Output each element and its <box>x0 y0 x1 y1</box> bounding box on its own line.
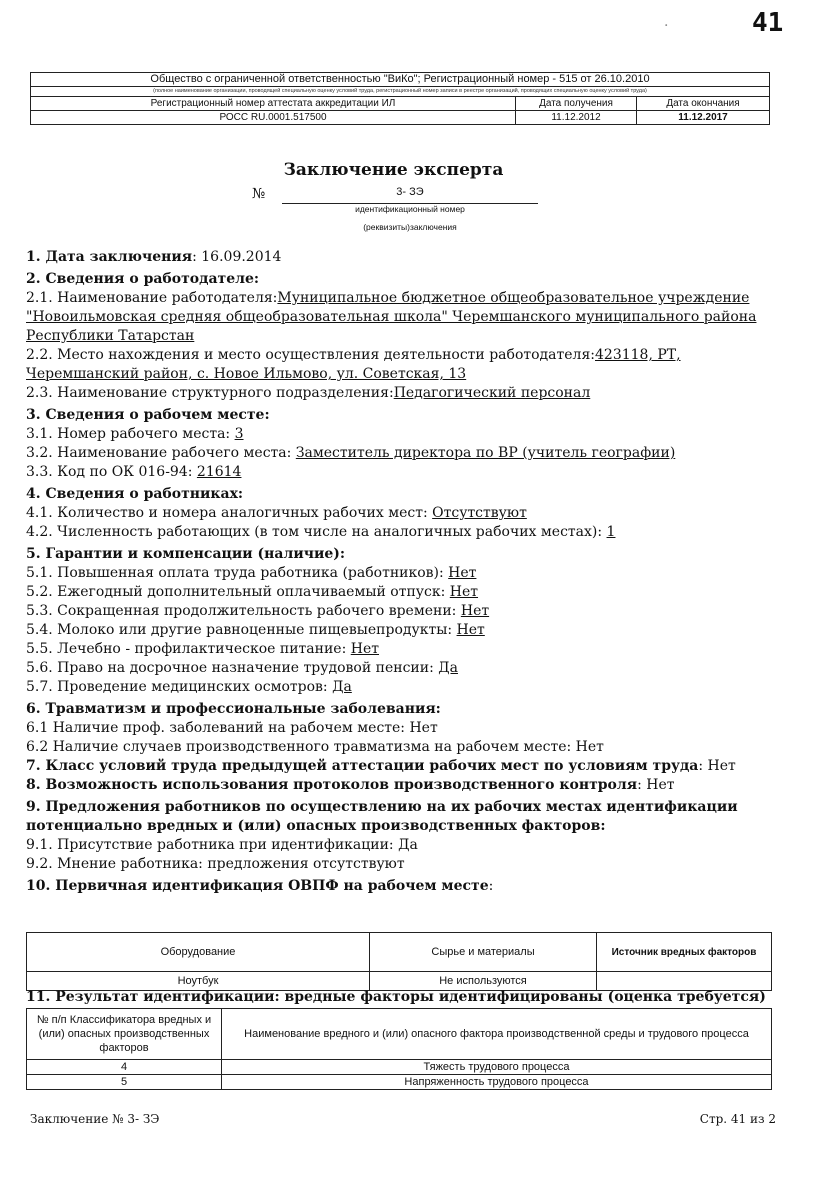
ovpf-col-sources: Источник вредных факторов <box>597 933 772 972</box>
s5-heading: 5. Гарантии и компенсации (наличие): <box>26 546 346 562</box>
s2-line2-cont: Черемшанский район, с. Новое Ильмово, ул. Советская, 13 <box>26 366 467 382</box>
table-row <box>27 1075 772 1090</box>
org-line: Общество с ограниченной ответственностью "ВиКо"; Регистрационный номер - 515 от 26.10.2010 <box>31 73 770 87</box>
result-row-number: 4 <box>27 1060 222 1075</box>
ovpf-cell-materials: Не используются <box>370 972 597 991</box>
conclusion-number: 3- ЗЭ <box>282 186 538 204</box>
footer-left: Заключение № 3- ЗЭ <box>30 1112 160 1126</box>
s5-item-value: Нет <box>460 603 490 619</box>
s5-item-7 <box>26 678 806 697</box>
s4-l2-value: 1 <box>606 524 616 540</box>
section-1 <box>26 248 806 267</box>
s8-label: 8. Возможность использования протоколов производственного контроля <box>26 777 638 793</box>
s9-heading-1: 9. Предложения работников по осуществлению на их рабочих местах идентификации <box>26 799 738 815</box>
s8-value: : Нет <box>637 777 675 793</box>
result-col-name: Наименование вредного и (или) опасного фактора производственной среды и трудового процесса <box>222 1009 772 1060</box>
identification-result-table <box>26 1008 772 1090</box>
s2-l2-label: 2.2. Место нахождения и место осуществления деятельности работодателя: <box>26 347 595 363</box>
accreditation-header-table <box>30 72 770 125</box>
s7-label: 7. Класс условий труда предыдущей аттестации рабочих мест по условиям труда <box>26 758 699 774</box>
s4-l2-label: 4.2. Численность работающих (в том числе на аналогичных рабочих местах): <box>26 524 603 540</box>
s3-l3-value: 21614 <box>196 464 242 480</box>
s3-l2-label: 3.2. Наименование рабочего места: <box>26 445 292 461</box>
date-end: 11.12.2017 <box>637 111 770 125</box>
s4-l1-label: 4.1. Количество и номера аналогичных рабочих мест: <box>26 505 428 521</box>
s3-l1-value: 3 <box>234 426 244 442</box>
s9-heading-2: потенциально вредных и (или) опасных производственных факторов: <box>26 818 606 834</box>
ovpf-cell-equipment: Ноутбук <box>27 972 370 991</box>
s7-value: : Нет <box>698 758 736 774</box>
s10-heading-line <box>26 877 806 896</box>
s5-item-label: 5.5. Лечебно - профилактическое питание: <box>26 641 347 657</box>
s5-item-2 <box>26 583 806 602</box>
s1-value: : 16.09.2014 <box>192 249 282 265</box>
s3-line1 <box>26 425 806 444</box>
s5-item-6 <box>26 659 806 678</box>
result-row-number: 5 <box>27 1075 222 1090</box>
s2-l1-label: 2.1. Наименование работодателя: <box>26 290 278 306</box>
s11-heading: 11. Результат идентификации: вредные факторы идентифицированы (оценка требуется) <box>26 989 766 1005</box>
s5-item-label: 5.6. Право на досрочное назначение трудовой пенсии: <box>26 660 434 676</box>
s4-l1-value: Отсутствуют <box>432 505 527 521</box>
s10-heading: 10. Первичная идентификация ОВПФ на рабочем месте <box>26 878 489 894</box>
s3-l2-value: Заместитель директора по ВР (учитель географии) <box>295 445 676 461</box>
s5-item-value: Да <box>332 679 352 695</box>
s5-item-label: 5.4. Молоко или другие равноценные пищевыепродукты: <box>26 622 453 638</box>
document-body <box>26 248 806 896</box>
s5-item-label: 5.3. Сокращенная продолжительность рабочего времени: <box>26 603 457 619</box>
s9-line1: 9.1. Присутствие работника при идентификации: Да <box>26 837 418 853</box>
date-received: 11.12.2012 <box>516 111 637 125</box>
s2-l3-value: Педагогический персонал <box>393 385 591 401</box>
col-date-received-label: Дата получения <box>516 97 637 111</box>
s2-l3-label: 2.3. Наименование структурного подразделения: <box>26 385 394 401</box>
footer-right: Стр. 41 из 2 <box>699 1112 776 1126</box>
s6-line1: 6.1 Наличие проф. заболеваний на рабочем месте: Нет <box>26 720 438 736</box>
s5-item-value: Нет <box>448 565 477 581</box>
s2-line2 <box>26 346 806 365</box>
s3-heading: 3. Сведения о рабочем месте: <box>26 407 270 423</box>
table-row <box>27 1060 772 1075</box>
s2-line1-cont2: Республики Татарстан <box>26 328 195 344</box>
s4-heading: 4. Сведения о работниках: <box>26 486 244 502</box>
reg-number: РОСС RU.0001.517500 <box>31 111 516 125</box>
s5-item-value: Нет <box>449 584 479 600</box>
page-footer <box>30 1112 776 1126</box>
page-number: 41 <box>752 8 784 38</box>
ovpf-col-equipment: Оборудование <box>27 933 370 972</box>
s5-item-label: 5.1. Повышенная оплата труда работника (работников): <box>26 565 444 581</box>
s2-line1 <box>26 289 806 308</box>
s2-l1-value: Муниципальное бюджетное общеобразовательное учреждение <box>277 290 750 306</box>
section-8 <box>26 776 806 795</box>
s5-item-value: Нет <box>456 622 485 638</box>
result-row-name: Тяжесть трудового процесса <box>222 1060 772 1075</box>
section-7 <box>26 757 806 776</box>
number-sign: № <box>252 186 266 202</box>
scan-mark: · <box>664 18 669 34</box>
ovpf-col-materials: Сырье и материалы <box>370 933 597 972</box>
result-col-number: № п/п Классификатора вредных и (или) опасных производственных факторов <box>27 1009 222 1060</box>
org-caption: (полное наименование организации, проводящей специальную оценку условий труда, регистрационный номер записи в реестре организаций, проводящих специальную оценку условий труда) <box>31 87 770 97</box>
s5-item-label: 5.7. Проведение медицинских осмотров: <box>26 679 328 695</box>
s5-item-3 <box>26 602 806 621</box>
s5-item-4 <box>26 621 806 640</box>
s2-line1-cont: "Новоильмовская средняя общеобразовательная школа" Черемшанского муниципального района <box>26 309 757 325</box>
number-caption-1: идентификационный номер <box>355 204 465 214</box>
s5-item-value: Нет <box>350 641 379 657</box>
s5-item-1 <box>26 564 806 583</box>
s4-line2 <box>26 523 806 542</box>
s6-heading: 6. Травматизм и профессиональные заболевания: <box>26 701 441 717</box>
s5-item-5 <box>26 640 806 659</box>
result-row-name: Напряженность трудового процесса <box>222 1075 772 1090</box>
col-date-end-label: Дата окончания <box>637 97 770 111</box>
number-caption-2: (реквизиты)заключения <box>363 222 457 232</box>
col-reg-label: Регистрационный номер аттестата аккредитации ИЛ <box>31 97 516 111</box>
s4-line1 <box>26 504 806 523</box>
ovpf-cell-sources <box>597 972 772 991</box>
ovpf-table <box>26 932 772 991</box>
s3-line2 <box>26 444 806 463</box>
s3-l1-label: 3.1. Номер рабочего места: <box>26 426 231 442</box>
s2-heading: 2. Сведения о работодателе: <box>26 271 260 287</box>
document-title: Заключение эксперта <box>283 160 504 180</box>
s3-l3-label: 3.3. Код по ОК 016-94: <box>26 464 193 480</box>
s10-heading-tail: : <box>488 878 494 894</box>
s3-line3 <box>26 463 806 482</box>
s6-line2: 6.2 Наличие случаев производственного травматизма на рабочем месте: Нет <box>26 739 604 755</box>
s2-line3 <box>26 384 806 403</box>
s5-item-label: 5.2. Ежегодный дополнительный оплачиваемый отпуск: <box>26 584 446 600</box>
s5-item-value: Да <box>438 660 458 676</box>
s9-line2: 9.2. Мнение работника: предложения отсутствуют <box>26 856 405 872</box>
s2-l2-value: 423118, РТ, <box>595 347 681 363</box>
s1-label: 1. Дата заключения <box>26 249 193 265</box>
